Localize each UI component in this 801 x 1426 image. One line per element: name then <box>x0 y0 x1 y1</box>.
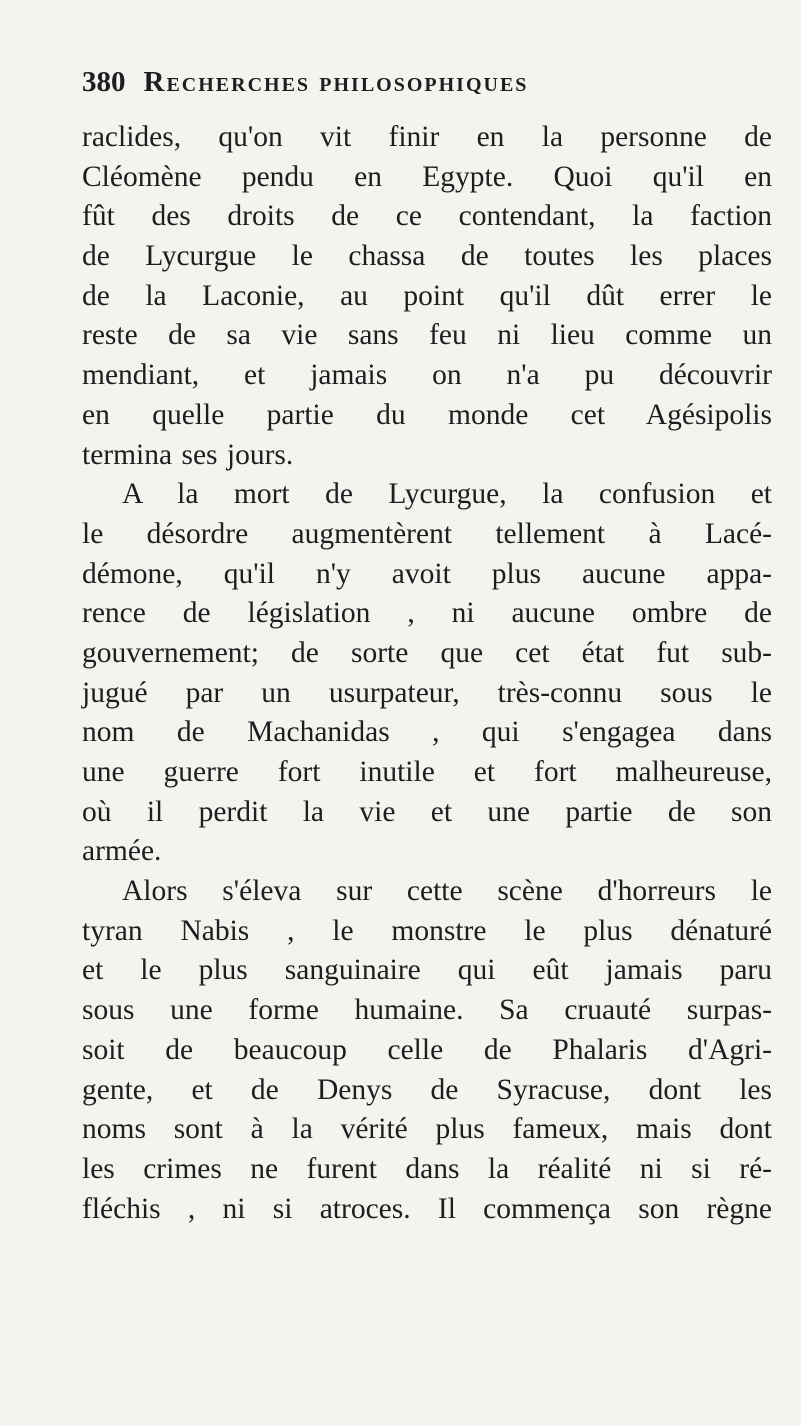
body-text <box>82 118 772 1229</box>
text-line: termina ses jours. <box>82 438 294 471</box>
page-header <box>82 66 772 110</box>
text-line: rence de législation , ni aucune ombre de <box>82 597 772 630</box>
page-number: 380 <box>82 66 126 98</box>
text-line: Cléomène pendu en Egypte. Quoi qu'il en <box>82 160 772 193</box>
text-line: Alors s'éleva sur cette scène d'horreurs le <box>122 875 772 908</box>
running-head: Recherches philosophiques <box>143 66 529 98</box>
text-line: noms sont à la vérité plus fameux, mais dont <box>82 1113 772 1146</box>
text-line: fût des droits de ce contendant, la faction <box>82 200 772 233</box>
text-line: les crimes ne furent dans la réalité ni si ré- <box>82 1152 772 1185</box>
text-line: démone, qu'il n'y avoit plus aucune appa- <box>82 557 772 590</box>
text-line: nom de Machanidas , qui s'engagea dans <box>82 716 772 749</box>
text-line: de la Laconie, au point qu'il dût errer le <box>82 279 772 312</box>
text-line: soit de beaucoup celle de Phalaris d'Agri- <box>82 1033 772 1066</box>
text-line: et le plus sanguinaire qui eût jamais paru <box>82 954 772 987</box>
text-line: raclides, qu'on vit finir en la personne de <box>82 121 772 153</box>
text-line: reste de sa vie sans feu ni lieu comme un <box>82 319 772 352</box>
text-line: gouvernement; de sorte que cet état fut sub- <box>82 636 772 669</box>
text-line: jugué par un usurpateur, très-connu sous le <box>82 676 772 709</box>
text-line: mendiant, et jamais on n'a pu découvrir <box>82 359 772 392</box>
text-line: tyran Nabis , le monstre le plus dénaturé <box>82 914 772 947</box>
text-line: A la mort de Lycurgue, la confusion et <box>122 478 772 511</box>
text-line: sous une forme humaine. Sa cruauté surpas- <box>82 994 772 1027</box>
text-line: où il perdit la vie et une partie de son <box>82 795 772 828</box>
text-line: fléchis , ni si atroces. Il commença son règne <box>82 1192 772 1225</box>
text-line: de Lycurgue le chassa de toutes les places <box>82 240 772 273</box>
text-line: le désordre augmentèrent tellement à Lacé- <box>82 517 772 550</box>
text-line: gente, et de Denys de Syracuse, dont les <box>82 1073 772 1106</box>
text-line: une guerre fort inutile et fort malheureuse, <box>82 756 772 788</box>
text-line: en quelle partie du monde cet Agésipolis <box>82 398 772 431</box>
text-line: armée. <box>82 835 162 868</box>
